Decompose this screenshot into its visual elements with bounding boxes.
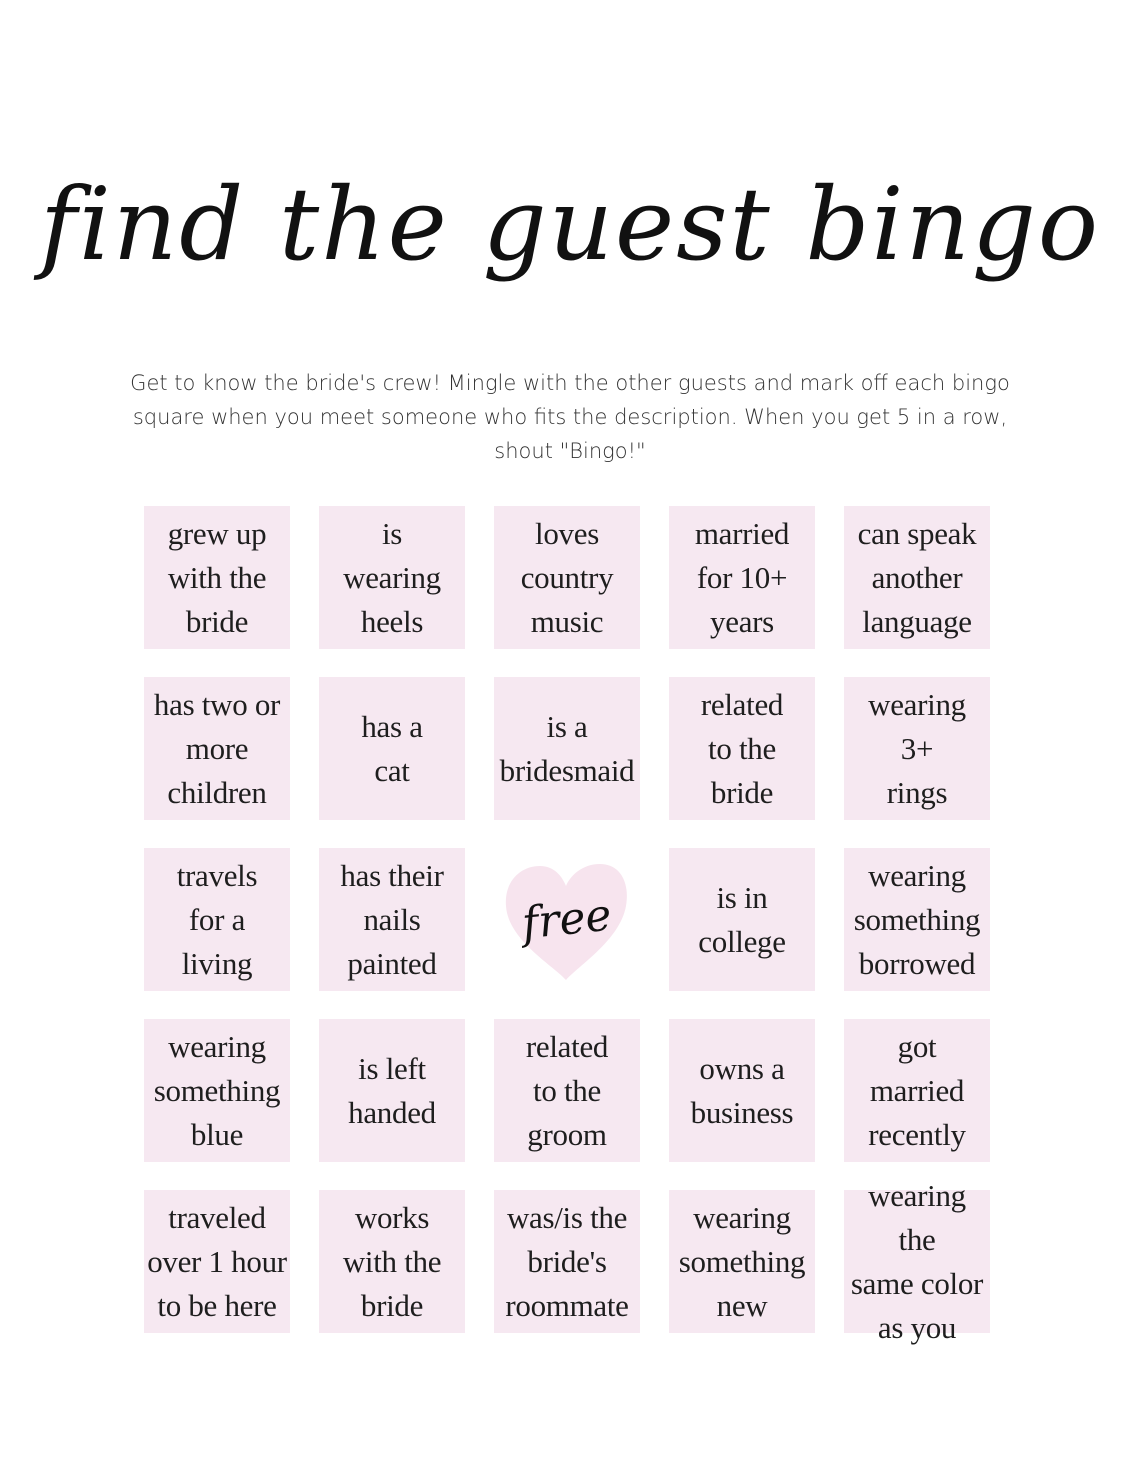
bingo-square[interactable] (144, 848, 290, 991)
bingo-square[interactable] (669, 1190, 815, 1333)
bingo-square-label: loves country music (520, 515, 614, 639)
bingo-square[interactable] (319, 848, 465, 991)
bingo-square-label: wearing something borrowed (853, 857, 981, 981)
bingo-square[interactable] (494, 1190, 640, 1333)
bingo-square[interactable] (844, 1019, 990, 1162)
bingo-square[interactable] (844, 506, 990, 649)
bingo-square-label: works with the bride (342, 1199, 442, 1323)
bingo-square-label: wearing the same color as you (850, 1177, 984, 1345)
bingo-square[interactable] (494, 1019, 640, 1162)
bingo-square[interactable] (669, 506, 815, 649)
bingo-square[interactable] (319, 506, 465, 649)
bingo-free-square[interactable] (494, 848, 640, 991)
bingo-square[interactable] (494, 506, 640, 649)
bingo-square-label: can speak another language (857, 515, 977, 639)
bingo-square[interactable] (669, 1019, 815, 1162)
bingo-square[interactable] (144, 677, 290, 820)
bingo-square[interactable] (844, 677, 990, 820)
bingo-grid (144, 506, 992, 1345)
bingo-square-label: travels for a living (176, 857, 258, 981)
bingo-square-label: is a bridesmaid (499, 708, 635, 788)
bingo-square[interactable] (319, 677, 465, 820)
bingo-square-label: related to the bride (700, 686, 784, 810)
bingo-square-label: owns a business (690, 1050, 794, 1130)
bingo-square-label: is left handed (348, 1050, 436, 1130)
bingo-square[interactable] (319, 1190, 465, 1333)
bingo-square[interactable] (144, 1190, 290, 1333)
bingo-square[interactable] (669, 848, 815, 991)
bingo-square[interactable] (844, 1177, 990, 1345)
bingo-square[interactable] (144, 506, 290, 649)
bingo-square-label: has their nails painted (340, 857, 444, 981)
instructions-paragraph: Get to know the bride's crew! Mingle with the other guests and mark off each bingo square when you meet someone who fits the description. When you get 5 in a row, shout "Bingo!" (130, 371, 1010, 463)
bingo-square-label: was/is the bride's roommate (505, 1199, 629, 1323)
bingo-square[interactable] (319, 1019, 465, 1162)
bingo-square-label: related to the groom (525, 1028, 609, 1152)
bingo-square[interactable] (144, 1019, 290, 1162)
bingo-square-label: is in college (698, 879, 786, 959)
bingo-square-label: is wearing heels (343, 515, 441, 639)
bingo-square-label: wearing something blue (153, 1028, 281, 1152)
free-label: free (519, 889, 615, 950)
bingo-square-label: wearing something new (678, 1199, 806, 1323)
page-title: find the guest bingo (39, 166, 1101, 283)
bingo-square-label: wearing 3+ rings (868, 686, 966, 810)
bingo-square[interactable] (669, 677, 815, 820)
bingo-square-label: traveled over 1 hour to be here (147, 1199, 287, 1323)
bingo-square-label: got married recently (868, 1028, 966, 1152)
bingo-square[interactable] (494, 677, 640, 820)
bingo-square-label: married for 10+ years (694, 515, 790, 639)
bingo-square-label: grew up with the bride (167, 515, 267, 639)
bingo-square-label: has a cat (361, 708, 423, 788)
bingo-square[interactable] (844, 848, 990, 991)
bingo-square-label: has two or more children (153, 686, 281, 810)
